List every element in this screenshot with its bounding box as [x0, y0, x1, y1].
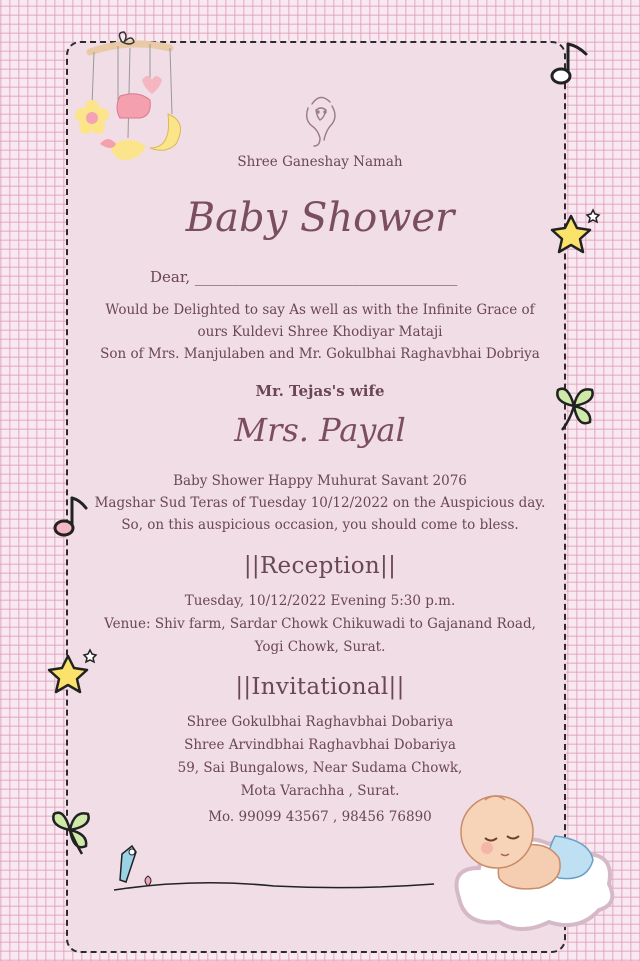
muhurat-line: So, on this auspicious occasion, you should come to bless.: [121, 517, 519, 533]
reception-line: Tuesday, 10/12/2022 Evening 5:30 p.m.: [184, 593, 456, 609]
mobile-number: Mo. 99099 43567 , 98456 76890: [208, 809, 432, 825]
muhurat-line: Baby Shower Happy Muhurat Savant 2076: [173, 473, 467, 489]
intro-line: Would be Delighted to say As well as with the Infinite Grace of: [105, 302, 535, 318]
page-title: Baby Shower: [185, 195, 455, 241]
bunny-icon: [104, 842, 444, 894]
address-line: Mota Varachha , Surat.: [240, 783, 400, 799]
star-icon: [547, 206, 603, 262]
star-icon: [44, 646, 100, 702]
ganesha-icon: [300, 90, 342, 150]
reception-line: Yogi Chowk, Surat.: [254, 639, 386, 655]
clover-icon: [546, 382, 604, 434]
husband-name: Mr. Tejas's wife: [255, 382, 385, 400]
wife-name: Mrs. Payal: [234, 411, 406, 449]
intro-line: ours Kuldevi Shree Khodiyar Mataji: [197, 324, 443, 340]
music-note-icon: [50, 492, 94, 544]
dear-line: Dear, ___________________________________: [150, 268, 458, 286]
muhurat-line: Magshar Sud Teras of Tuesday 10/12/2022 on the Auspicious day.: [94, 495, 546, 511]
sleeping-baby-icon: [445, 778, 625, 948]
intro-line: Son of Mrs. Manjulaben and Mr. Gokulbhai Raghavbhai Dobriya: [100, 346, 540, 362]
music-note-icon: [548, 38, 592, 90]
clover-icon: [42, 806, 100, 858]
invitational-heading: ||Invitational||: [235, 674, 405, 700]
host-line: Shree Arvindbhai Raghavbhai Dobariya: [184, 737, 456, 753]
reception-line: Venue: Shiv farm, Sardar Chowk Chikuwadi to Gajanand Road,: [104, 616, 536, 632]
blessing-text: Shree Ganeshay Namah: [237, 154, 403, 170]
address-line: 59, Sai Bungalows, Near Sudama Chowk,: [177, 760, 463, 776]
reception-heading: ||Reception||: [243, 553, 397, 579]
host-line: Shree Gokulbhai Raghavbhai Dobariya: [186, 714, 454, 730]
baby-mobile-icon: [70, 26, 195, 176]
